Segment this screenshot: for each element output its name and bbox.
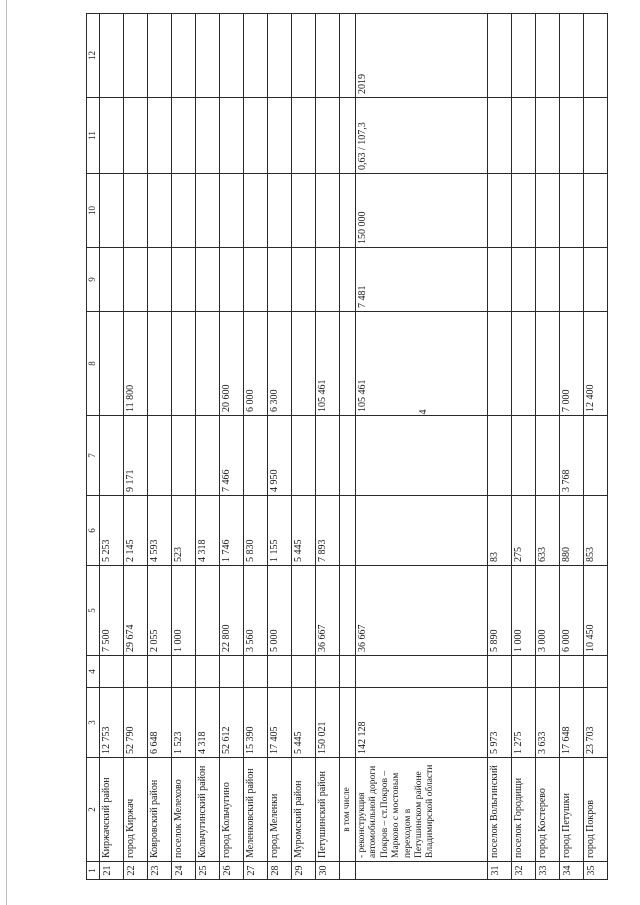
blank-cell	[340, 566, 356, 656]
value-cell-c10	[148, 174, 172, 248]
value-cell-c8	[172, 312, 196, 416]
value-cell-c12	[196, 14, 220, 98]
value-cell-c4	[512, 656, 536, 688]
row-name-cell: город Кольчугино	[220, 758, 244, 862]
value-cell-c5: 5 890	[488, 566, 512, 656]
table-row	[244, 14, 268, 880]
value-cell-c10	[196, 174, 220, 248]
value-cell-c11	[124, 98, 148, 174]
table-row	[100, 14, 124, 880]
column-header-4: 4	[87, 656, 100, 688]
value-cell-c12	[148, 14, 172, 98]
value-cell-c7	[148, 416, 172, 496]
value-cell-c7	[536, 416, 560, 496]
value-cell-c3: 5 973	[488, 688, 512, 758]
value-cell-c8: 6 300	[268, 312, 292, 416]
blank-cell	[340, 656, 356, 688]
blank-cell	[340, 248, 356, 312]
value-cell-c8: 11 800	[124, 312, 148, 416]
page-edge-line	[6, 0, 7, 905]
value-cell-c10	[172, 174, 196, 248]
column-header-12: 12	[87, 14, 100, 98]
value-cell-c7	[512, 416, 536, 496]
value-cell-c8	[100, 312, 124, 416]
value-cell-c12	[292, 14, 316, 98]
value-cell-c8	[292, 312, 316, 416]
value-cell-c7	[584, 416, 608, 496]
column-header-9: 9	[87, 248, 100, 312]
blank-cell	[340, 862, 356, 880]
row-name-cell: поселок Вольгинский	[488, 758, 512, 862]
blank-cell	[340, 416, 356, 496]
value-cell-c4	[244, 656, 268, 688]
rotated-table-stage	[86, 14, 608, 880]
value-cell-c4	[316, 656, 340, 688]
row-number-cell: 21	[100, 862, 124, 880]
value-cell-c4	[560, 656, 584, 688]
value-cell-c9	[148, 248, 172, 312]
row-name-cell: город Меленки	[268, 758, 292, 862]
value-cell-c8: 105 461	[356, 312, 488, 416]
row-number-cell: 33	[536, 862, 560, 880]
column-header-2: 2	[87, 758, 100, 862]
value-cell-c3: 17 405	[268, 688, 292, 758]
subheader-row	[340, 14, 356, 880]
value-cell-c5: 3 560	[244, 566, 268, 656]
value-cell-c6: 2 145	[124, 496, 148, 566]
value-cell-c8	[196, 312, 220, 416]
table-row	[512, 14, 536, 880]
value-cell-c3: 15 390	[244, 688, 268, 758]
row-name-cell: город Петушки	[560, 758, 584, 862]
value-cell-c4	[220, 656, 244, 688]
blank-cell	[340, 174, 356, 248]
value-cell-c4	[268, 656, 292, 688]
column-header-7: 7	[87, 416, 100, 496]
column-header-6: 6	[87, 496, 100, 566]
row-number-cell: 25	[196, 862, 220, 880]
value-cell-c12	[512, 14, 536, 98]
value-cell-c11	[148, 98, 172, 174]
value-cell-c4	[488, 656, 512, 688]
blank-cell	[340, 496, 356, 566]
value-cell-c6: 853	[584, 496, 608, 566]
blank-cell	[340, 98, 356, 174]
value-cell-c10	[292, 174, 316, 248]
row-number-cell: 34	[560, 862, 584, 880]
value-cell-c5: 10 450	[584, 566, 608, 656]
value-cell-c4	[292, 656, 316, 688]
value-cell-c10	[536, 174, 560, 248]
value-cell-c4	[100, 656, 124, 688]
value-cell-c4	[196, 656, 220, 688]
value-cell-c11	[244, 98, 268, 174]
value-cell-c7: 4 950	[268, 416, 292, 496]
subheader-label: в том числе	[340, 758, 356, 862]
column-header-11: 11	[87, 98, 100, 174]
table-row	[196, 14, 220, 880]
value-cell-c9	[244, 248, 268, 312]
value-cell-c10	[316, 174, 340, 248]
value-cell-c5: 1 000	[512, 566, 536, 656]
value-cell-c11	[292, 98, 316, 174]
table-row	[488, 14, 512, 880]
value-cell-c3: 1 523	[172, 688, 196, 758]
row-name-cell: Муромский район	[292, 758, 316, 862]
row-name-cell: Меленковский район	[244, 758, 268, 862]
value-cell-c11	[560, 98, 584, 174]
value-cell-c7: 9 171	[124, 416, 148, 496]
row-name-cell: город Костерево	[536, 758, 560, 862]
row-number-cell: 22	[124, 862, 148, 880]
row-name-cell: - реконструкция автомобильной дороги Покров – ст.Покров – Марково с мостовым переходом в Петушинском районе Владимирской области	[356, 758, 488, 862]
value-cell-c3: 17 648	[560, 688, 584, 758]
value-cell-c4	[172, 656, 196, 688]
value-cell-c12	[268, 14, 292, 98]
value-cell-c12	[172, 14, 196, 98]
value-cell-c9	[196, 248, 220, 312]
data-table	[86, 13, 608, 880]
value-cell-c5: 22 800	[220, 566, 244, 656]
value-cell-c6: 1 155	[268, 496, 292, 566]
table-row	[560, 14, 584, 880]
table-row	[584, 14, 608, 880]
value-cell-c9	[268, 248, 292, 312]
table-row	[356, 14, 488, 880]
value-cell-c3: 6 648	[148, 688, 172, 758]
value-cell-c6: 5 445	[292, 496, 316, 566]
value-cell-c10	[100, 174, 124, 248]
blank-cell	[340, 688, 356, 758]
value-cell-c12	[488, 14, 512, 98]
value-cell-c6: 275	[512, 496, 536, 566]
value-cell-c7: 7 466	[220, 416, 244, 496]
value-cell-c5	[196, 566, 220, 656]
row-number-cell: 29	[292, 862, 316, 880]
value-cell-c10	[584, 174, 608, 248]
table-row	[124, 14, 148, 880]
column-header-3: 3	[87, 688, 100, 758]
value-cell-c3: 23 703	[584, 688, 608, 758]
value-cell-c11	[268, 98, 292, 174]
value-cell-c7	[356, 416, 488, 496]
value-cell-c11	[316, 98, 340, 174]
value-cell-c8	[488, 312, 512, 416]
value-cell-c12	[244, 14, 268, 98]
value-cell-c8: 7 000	[560, 312, 584, 416]
value-cell-c4	[124, 656, 148, 688]
value-cell-c6: 633	[536, 496, 560, 566]
blank-cell	[340, 312, 356, 416]
value-cell-c12	[584, 14, 608, 98]
value-cell-c5: 3 000	[536, 566, 560, 656]
table-row	[268, 14, 292, 880]
value-cell-c5	[292, 566, 316, 656]
value-cell-c10	[244, 174, 268, 248]
value-cell-c6: 4 593	[148, 496, 172, 566]
value-cell-c10	[488, 174, 512, 248]
value-cell-c5: 36 667	[316, 566, 340, 656]
value-cell-c8: 105 461	[316, 312, 340, 416]
row-name-cell: поселок Городищи	[512, 758, 536, 862]
table-row	[316, 14, 340, 880]
value-cell-c12	[124, 14, 148, 98]
value-cell-c11	[488, 98, 512, 174]
value-cell-c9	[560, 248, 584, 312]
value-cell-c11	[536, 98, 560, 174]
value-cell-c9	[172, 248, 196, 312]
value-cell-c10	[268, 174, 292, 248]
value-cell-c7	[488, 416, 512, 496]
row-number-cell	[356, 862, 488, 880]
value-cell-c7	[100, 416, 124, 496]
value-cell-c10	[560, 174, 584, 248]
row-number-cell: 27	[244, 862, 268, 880]
value-cell-c9	[536, 248, 560, 312]
value-cell-c10	[512, 174, 536, 248]
value-cell-c8	[512, 312, 536, 416]
row-name-cell: Кольчугинский район	[196, 758, 220, 862]
value-cell-c12	[220, 14, 244, 98]
value-cell-c11	[220, 98, 244, 174]
table-row	[292, 14, 316, 880]
value-cell-c6: 880	[560, 496, 584, 566]
row-number-cell: 32	[512, 862, 536, 880]
value-cell-c6: 5 253	[100, 496, 124, 566]
value-cell-c3: 3 633	[536, 688, 560, 758]
value-cell-c3: 12 753	[100, 688, 124, 758]
value-cell-c4	[584, 656, 608, 688]
value-cell-c3: 142 128	[356, 688, 488, 758]
value-cell-c3: 52 612	[220, 688, 244, 758]
value-cell-c7: 3 768	[560, 416, 584, 496]
value-cell-c3: 150 021	[316, 688, 340, 758]
value-cell-c9	[292, 248, 316, 312]
blank-cell	[340, 14, 356, 98]
table-row	[148, 14, 172, 880]
value-cell-c3: 5 445	[292, 688, 316, 758]
value-cell-c7	[292, 416, 316, 496]
column-header-1: 1	[87, 862, 100, 880]
value-cell-c5: 2 055	[148, 566, 172, 656]
row-number-cell: 23	[148, 862, 172, 880]
value-cell-c3: 1 275	[512, 688, 536, 758]
column-number-row	[87, 14, 100, 880]
value-cell-c9	[316, 248, 340, 312]
value-cell-c11	[196, 98, 220, 174]
value-cell-c5: 7 500	[100, 566, 124, 656]
value-cell-c6	[356, 496, 488, 566]
value-cell-c3: 4 318	[196, 688, 220, 758]
row-number-cell: 31	[488, 862, 512, 880]
value-cell-c11	[172, 98, 196, 174]
value-cell-c4	[536, 656, 560, 688]
value-cell-c5: 5 000	[268, 566, 292, 656]
row-number-cell: 24	[172, 862, 196, 880]
column-header-10: 10	[87, 174, 100, 248]
value-cell-c8	[536, 312, 560, 416]
value-cell-c9	[100, 248, 124, 312]
row-name-cell: Петушинский район	[316, 758, 340, 862]
value-cell-c8	[148, 312, 172, 416]
column-header-5: 5	[87, 566, 100, 656]
row-number-cell: 28	[268, 862, 292, 880]
value-cell-c10	[220, 174, 244, 248]
value-cell-c7	[316, 416, 340, 496]
value-cell-c5: 1 000	[172, 566, 196, 656]
value-cell-c12	[100, 14, 124, 98]
table-row	[536, 14, 560, 880]
value-cell-c5: 6 000	[560, 566, 584, 656]
table-row	[172, 14, 196, 880]
table-row	[220, 14, 244, 880]
value-cell-c7	[244, 416, 268, 496]
row-name-cell: Киржачский район	[100, 758, 124, 862]
value-cell-c3: 52 790	[124, 688, 148, 758]
value-cell-c11	[100, 98, 124, 174]
value-cell-c6: 7 893	[316, 496, 340, 566]
value-cell-c12	[560, 14, 584, 98]
value-cell-c7	[172, 416, 196, 496]
value-cell-c12: 2019	[356, 14, 488, 98]
value-cell-c8: 12 400	[584, 312, 608, 416]
value-cell-c4	[356, 656, 488, 688]
table-body	[100, 14, 608, 880]
value-cell-c5: 36 667	[356, 566, 488, 656]
value-cell-c6: 83	[488, 496, 512, 566]
value-cell-c5: 29 674	[124, 566, 148, 656]
value-cell-c11	[584, 98, 608, 174]
row-number-cell: 26	[220, 862, 244, 880]
value-cell-c9	[584, 248, 608, 312]
row-name-cell: город Покров	[584, 758, 608, 862]
value-cell-c9	[488, 248, 512, 312]
value-cell-c8: 20 600	[220, 312, 244, 416]
row-name-cell: поселок Мелехово	[172, 758, 196, 862]
value-cell-c6: 5 830	[244, 496, 268, 566]
page-number: 4	[418, 409, 429, 415]
value-cell-c11: 0,63 / 107,3	[356, 98, 488, 174]
value-cell-c6: 1 746	[220, 496, 244, 566]
value-cell-c8: 6 000	[244, 312, 268, 416]
value-cell-c9	[220, 248, 244, 312]
row-name-cell: город Киржач	[124, 758, 148, 862]
row-number-cell: 35	[584, 862, 608, 880]
value-cell-c11	[512, 98, 536, 174]
value-cell-c4	[148, 656, 172, 688]
value-cell-c12	[316, 14, 340, 98]
value-cell-c9: 7 481	[356, 248, 488, 312]
value-cell-c9	[124, 248, 148, 312]
column-header-8: 8	[87, 312, 100, 416]
value-cell-c10	[124, 174, 148, 248]
value-cell-c6: 4 318	[196, 496, 220, 566]
value-cell-c10: 150 000	[356, 174, 488, 248]
row-name-cell: Ковровский район	[148, 758, 172, 862]
value-cell-c7	[196, 416, 220, 496]
value-cell-c12	[536, 14, 560, 98]
value-cell-c9	[512, 248, 536, 312]
row-number-cell: 30	[316, 862, 340, 880]
value-cell-c6: 523	[172, 496, 196, 566]
